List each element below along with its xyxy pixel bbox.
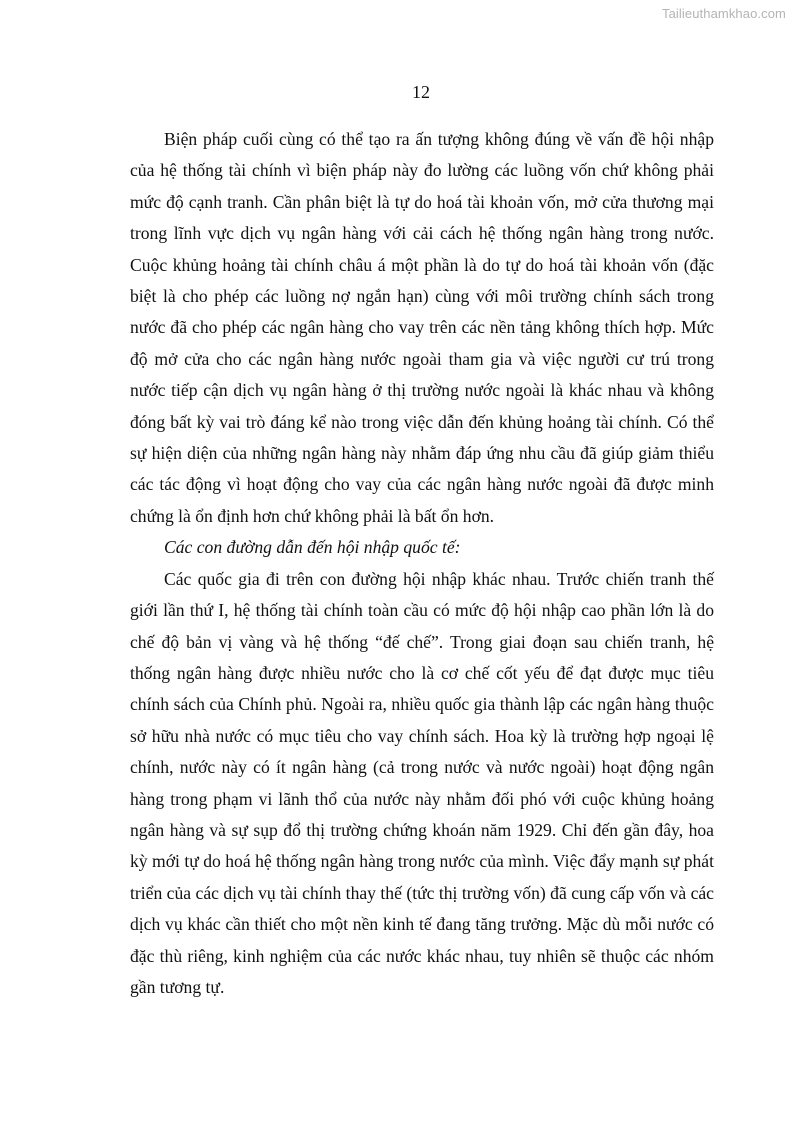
body-paragraph: Biện pháp cuối cùng có thể tạo ra ấn tượng không đúng về vấn đề hội nhập của hệ thống tài chính vì biện pháp này đo lường các luồng vốn chứ không phải mức độ cạnh tranh. Cần phân biệt là tự do hoá tài khoản vốn, mở cửa thương mại trong lĩnh vực dịch vụ ngân hàng với cải cách hệ thống ngân hàng trong nước. Cuộc khủng hoảng tài chính châu á một phần là do tự do hoá tài khoản vốn (đặc biệt là cho phép các luồng nợ ngắn hạn) cùng với môi trường chính sách trong nước đã cho phép các ngân hàng cho vay trên các nền tảng không thích hợp. Mức độ mở cửa cho các ngân hàng nước ngoài tham gia và việc người cư trú trong nước tiếp cận dịch vụ ngân hàng ở thị trường nước ngoài là khác nhau và không đóng bất kỳ vai trò đáng kể nào trong việc dẫn đến khủng hoảng tài chính. Có thể sự hiện diện của những ngân hàng này nhằm đáp ứng nhu cầu đã giúp giảm thiểu các tác động vì hoạt động cho vay của các ngân hàng nước ngoài đã được minh chứng là ổn định hơn chứ không phải là bất ổn hơn. bbox=[130, 129, 714, 526]
body-paragraph: Các quốc gia đi trên con đường hội nhập khác nhau. Trước chiến tranh thế giới lần thứ I, hệ thống tài chính toàn cầu có mức độ hội nhập cao phần lớn là do chế độ bản vị vàng và hệ thống “đế chế”. Trong giai đoạn sau chiến tranh, hệ thống ngân hàng được nhiều nước cho là cơ chế cốt yếu để đạt được mục tiêu chính sách của Chính phủ. Ngoài ra, nhiều quốc gia thành lập các ngân hàng thuộc sở hữu nhà nước có mục tiêu cho vay chính sách. Hoa kỳ là trường hợp ngoại lệ chính, nước này có ít ngân hàng (cả trong nước và nước ngoài) hoạt động ngân hàng trong phạm vi lãnh thổ của nước này nhằm đối phó với cuộc khủng hoảng ngân hàng và sự sụp đổ thị trường chứng khoán năm 1929. Chỉ đến gần đây, hoa kỳ mới tự do hoá hệ thống ngân hàng trong nước của mình. Việc đẩy mạnh sự phát triển của các dịch vụ tài chính thay thế (tức thị trường vốn) đã cung cấp vốn và các dịch vụ khác cần thiết cho một nền kinh tế đang tăng trưởng. Mặc dù mỗi nước có đặc thù riêng, kinh nghiệm của các nước khác nhau, tuy nhiên sẽ thuộc các nhóm gần tương tự. bbox=[130, 568, 714, 997]
watermark-text: Tailieuthamkhao.com bbox=[661, 6, 786, 21]
section-heading: Các con đường dẫn đến hội nhập quốc tế: bbox=[164, 537, 461, 558]
document-body bbox=[130, 124, 714, 1003]
page-number: 12 bbox=[412, 82, 430, 102]
